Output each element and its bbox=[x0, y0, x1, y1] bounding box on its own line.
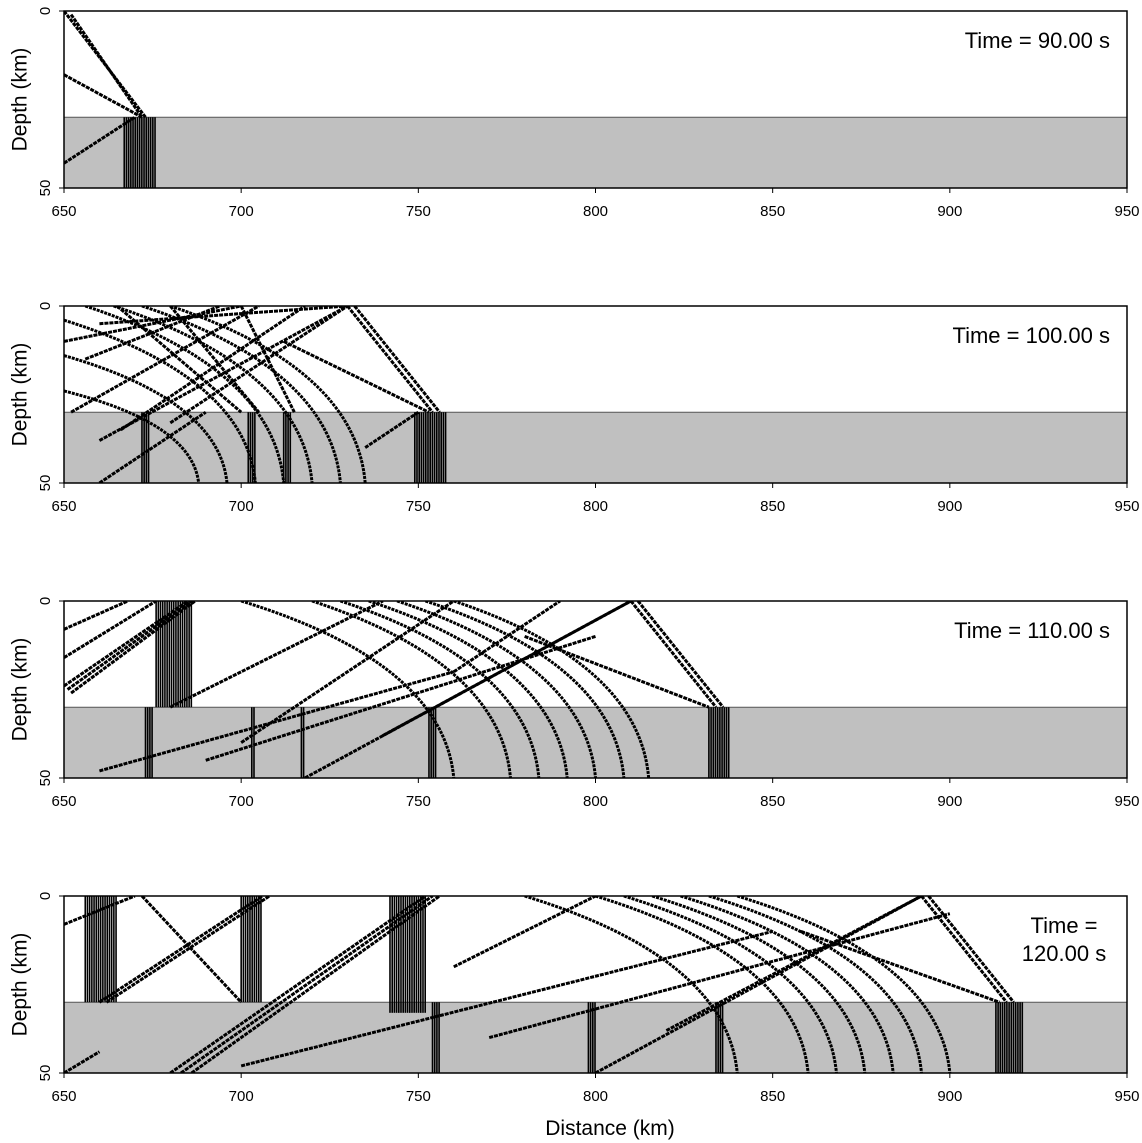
y-axis-title: Depth (km) bbox=[8, 47, 32, 152]
time-annotation-line: Time = 110.00 s bbox=[954, 618, 1110, 643]
panels-group bbox=[9, 7, 1140, 1105]
x-tick-label: 650 bbox=[51, 1088, 77, 1105]
x-tick-label: 850 bbox=[760, 793, 786, 810]
x-tick-label: 700 bbox=[228, 203, 254, 220]
y-tick-label: 0 bbox=[36, 596, 54, 606]
x-tick-label: 950 bbox=[1114, 1088, 1140, 1105]
y-tick-label: 50 bbox=[36, 769, 54, 787]
time-annotation-line: Time = 100.00 s bbox=[952, 323, 1110, 348]
x-tick-label: 900 bbox=[937, 203, 963, 220]
x-tick-label: 800 bbox=[582, 793, 609, 810]
time-annotation bbox=[965, 28, 1110, 53]
y-tick-label: 50 bbox=[36, 1064, 54, 1082]
y-tick-label: 0 bbox=[36, 891, 54, 901]
panel-2 bbox=[9, 302, 1140, 515]
lower-layer bbox=[64, 412, 1127, 483]
time-annotation-line: Time = bbox=[1030, 913, 1098, 938]
time-annotation-line: 120.00 s bbox=[1021, 941, 1107, 966]
vertical-band bbox=[85, 896, 116, 1002]
x-tick-label: 750 bbox=[405, 1088, 431, 1105]
y-axis-title: Depth (km) bbox=[8, 932, 32, 1037]
x-tick-label: 750 bbox=[405, 793, 431, 810]
x-tick-label: 950 bbox=[1114, 793, 1140, 810]
y-tick-label: 0 bbox=[36, 6, 54, 16]
time-annotation-line: Time = 90.00 s bbox=[964, 28, 1110, 53]
x-tick-label: 850 bbox=[760, 1088, 786, 1105]
x-tick-label: 650 bbox=[51, 203, 77, 220]
x-tick-label: 700 bbox=[228, 793, 254, 810]
x-tick-label: 700 bbox=[228, 498, 254, 515]
vertical-band bbox=[415, 412, 446, 483]
x-tick-label: 900 bbox=[937, 793, 963, 810]
panel-4 bbox=[9, 892, 1140, 1105]
panel-3 bbox=[9, 597, 1140, 810]
x-tick-label: 950 bbox=[1114, 498, 1140, 515]
y-tick-label: 0 bbox=[36, 301, 54, 311]
x-tick-label: 850 bbox=[760, 498, 786, 515]
x-tick-label: 750 bbox=[405, 203, 431, 220]
x-tick-label: 900 bbox=[937, 1088, 963, 1105]
y-tick-label: 50 bbox=[36, 474, 54, 492]
lower-layer bbox=[64, 117, 1127, 188]
vertical-band bbox=[996, 1002, 1022, 1073]
x-tick-label: 650 bbox=[51, 498, 77, 515]
y-axis-title: Depth (km) bbox=[8, 637, 32, 742]
y-tick-label: 50 bbox=[36, 179, 54, 197]
x-tick-label: 800 bbox=[582, 498, 609, 515]
x-tick-label: 650 bbox=[51, 793, 77, 810]
x-tick-label: 900 bbox=[937, 498, 963, 515]
x-tick-label: 850 bbox=[760, 203, 786, 220]
x-tick-label: 800 bbox=[582, 203, 609, 220]
x-tick-label: 700 bbox=[228, 1088, 254, 1105]
x-tick-label: 750 bbox=[405, 498, 431, 515]
vertical-band bbox=[124, 117, 155, 188]
time-annotation bbox=[952, 323, 1110, 348]
lower-layer bbox=[64, 707, 1127, 778]
time-annotation bbox=[954, 618, 1110, 643]
x-tick-label: 950 bbox=[1114, 203, 1140, 220]
y-axis-title: Depth (km) bbox=[8, 342, 32, 447]
x-tick-label: 800 bbox=[582, 1088, 609, 1105]
panel-1 bbox=[9, 7, 1140, 220]
x-axis-title: Distance (km) bbox=[545, 1117, 675, 1140]
